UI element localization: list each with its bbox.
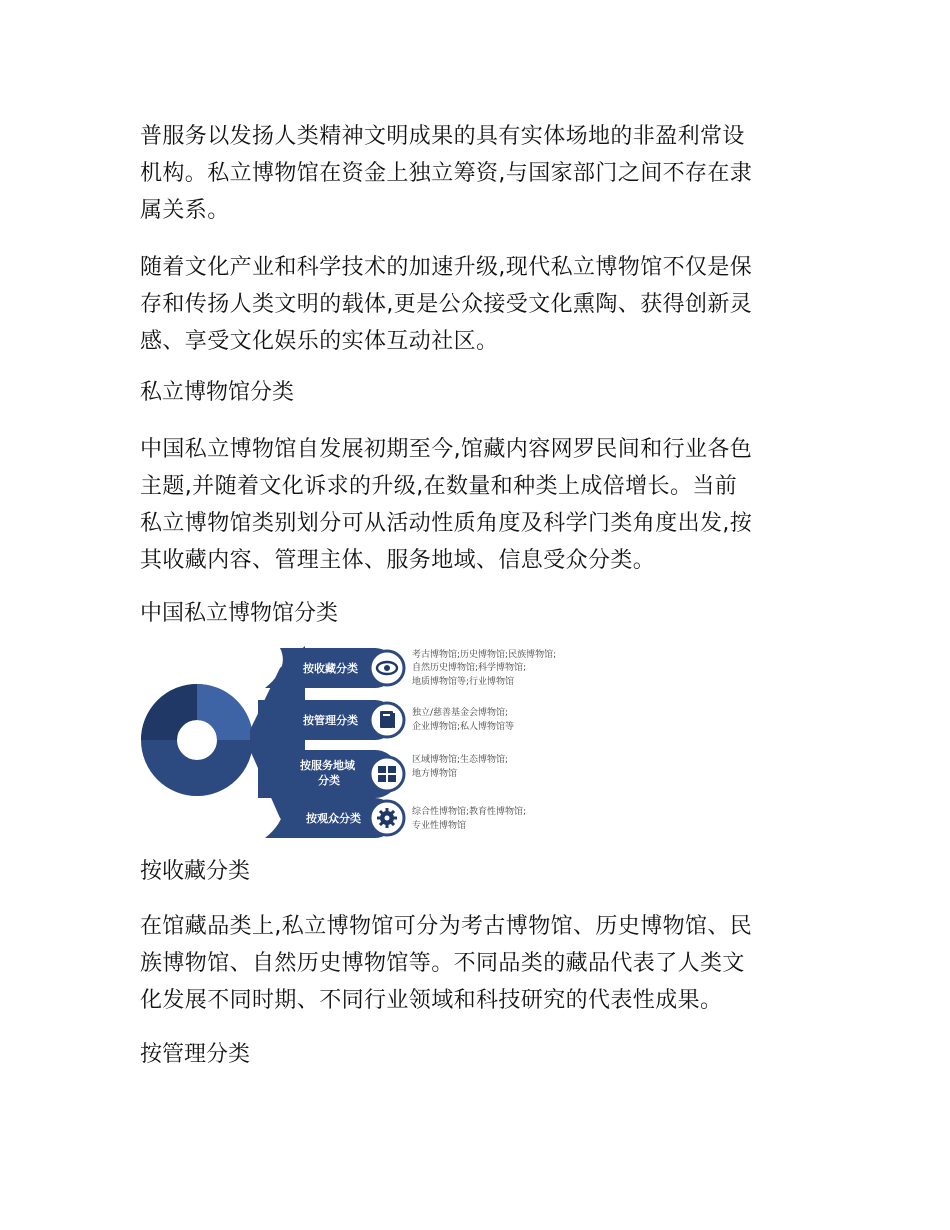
category-band-audience <box>265 798 404 838</box>
item-text: 专业性博物馆 <box>412 821 467 831</box>
category-band-management <box>258 700 404 740</box>
text-line: 在馆藏品类上,私立博物馆可分为考古博物馆、历史博物馆、民 <box>140 914 753 939</box>
section-heading-by-management: 按管理分类 <box>140 1042 251 1067</box>
category-label-management: 按管理分类 <box>303 714 358 727</box>
section-heading-classification: 私立博物馆分类 <box>140 380 295 405</box>
book-icon <box>380 711 395 728</box>
text-line: 其收藏内容、管理主体、服务地域、信息受众分类。 <box>140 548 656 573</box>
paragraph-by-collection <box>140 908 820 1019</box>
item-text: 综合性博物馆;教育性博物馆; <box>412 807 527 817</box>
item-text: 地方博物馆 <box>412 769 458 779</box>
item-text: 区域博物馆;生态博物馆; <box>412 755 509 765</box>
text-line: 主题,并随着文化诉求的升级,在数量和种类上成倍增长。当前 <box>140 474 738 499</box>
paragraph-modern-museums <box>140 249 820 360</box>
category-label-region-line2: 分类 <box>318 774 340 787</box>
paragraph-classification-overview <box>140 431 820 579</box>
section-heading-by-collection: 按收藏分类 <box>140 859 251 884</box>
item-text: 独立/慈善基金会博物馆; <box>412 708 509 718</box>
text-line: 存和传扬人类文明的载体,更是公众接受文化熏陶、获得创新灵 <box>140 292 753 317</box>
item-text: 企业博物馆;私人博物馆等 <box>412 722 515 732</box>
item-text: 自然历史博物馆;科学博物馆; <box>412 663 527 673</box>
text-line: 机构。私立博物馆在资金上独立筹资,与国家部门之间不存在隶 <box>140 161 753 186</box>
classification-diagram-svg <box>140 638 610 846</box>
text-line: 中国私立博物馆自发展初期至今,馆藏内容网罗民间和行业各色 <box>140 437 753 462</box>
text-line: 化发展不同时期、不同行业领域和科技研究的代表性成果。 <box>140 988 723 1013</box>
text-line: 普服务以发扬人类精神文明成果的具有实体场地的非盈利常设 <box>140 124 745 149</box>
text-line: 族博物馆、自然历史博物馆等。不同品类的藏品代表了人类文 <box>140 951 745 976</box>
ring-graphic <box>159 702 235 778</box>
paragraph-intro-continued <box>140 118 820 229</box>
item-text: 考古博物馆;历史博物馆;民族博物馆; <box>412 650 557 660</box>
item-text: 地质博物馆等;行业博物馆 <box>412 677 515 687</box>
text-line: 随着文化产业和科学技术的加速升级,现代私立博物馆不仅是保 <box>140 255 753 280</box>
category-band-region <box>258 750 404 798</box>
text-line: 感、享受文化娱乐的实体互动社区。 <box>140 329 499 354</box>
figure-caption-heading: 中国私立博物馆分类 <box>140 601 339 626</box>
text-line: 属关系。 <box>140 198 230 223</box>
category-label-collection: 按收藏分类 <box>303 662 358 675</box>
category-band-collection <box>265 648 404 688</box>
text-line: 私立博物馆类别划分可从活动性质角度及科学门类角度出发,按 <box>140 511 753 536</box>
category-label-audience: 按观众分类 <box>306 812 361 825</box>
classification-diagram <box>140 638 610 846</box>
gear-icon <box>377 808 397 828</box>
category-label-region-line1: 按服务地域 <box>300 759 355 772</box>
